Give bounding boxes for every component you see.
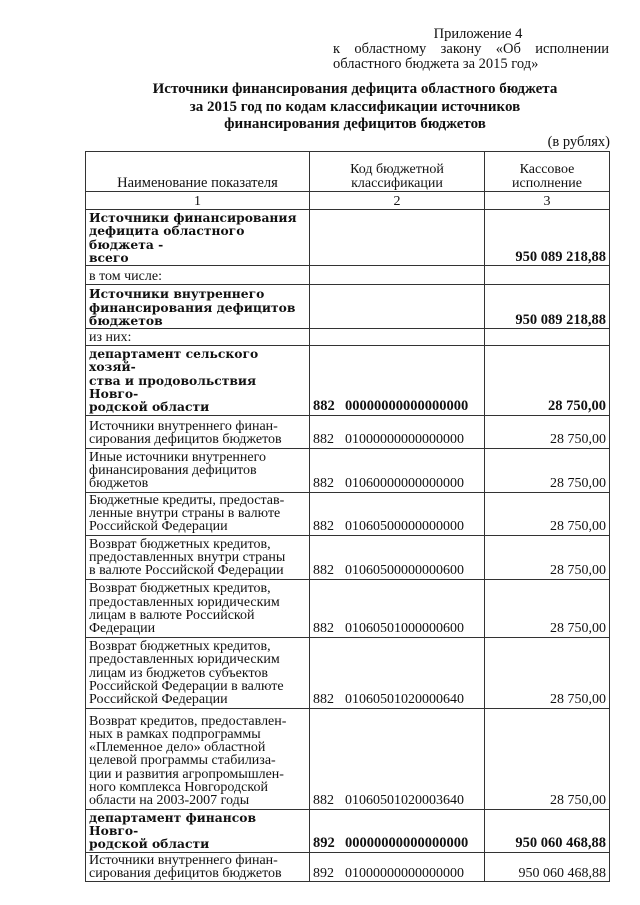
row-amount: 28 750,00 <box>485 579 610 637</box>
row-name <box>86 492 310 535</box>
row-name-line: предоставленных юридическим <box>89 594 280 610</box>
table-header-row <box>86 152 610 192</box>
row-name <box>86 852 310 882</box>
classification-code: 00000000000000000 <box>345 398 469 415</box>
row-code <box>310 852 485 882</box>
row-name-line: Возврат бюджетных кредитов, <box>89 581 271 597</box>
row-name <box>86 708 310 809</box>
row-amount: 28 750,00 <box>485 492 610 535</box>
appendix-law-reference-cont: областного бюджета за 2015 год» <box>333 56 539 72</box>
row-code <box>310 329 485 346</box>
classification-code: 01000000000000000 <box>345 865 464 881</box>
row-name-line: в том числе: <box>89 268 162 284</box>
row-code <box>310 415 485 448</box>
admin-code: 882 <box>313 563 334 579</box>
row-name-line: Источники внутреннего финан- <box>89 419 278 435</box>
table-row <box>86 210 610 266</box>
classification-code: 01060501000000600 <box>345 621 464 637</box>
column-header-amount: Кассовое исполнение <box>485 152 610 192</box>
row-name-line: Возврат кредитов, предоставлен- <box>89 713 287 729</box>
table-row <box>86 852 610 882</box>
admin-code: 882 <box>313 476 334 492</box>
row-code <box>310 346 485 415</box>
row-name-line: Российской Федерации <box>89 692 228 708</box>
table-body <box>86 210 610 882</box>
row-name-line: лицам из бюджетов субъектов <box>89 665 269 681</box>
classification-code: 01060500000000600 <box>345 563 464 579</box>
admin-code: 882 <box>313 692 334 708</box>
row-name-line: предоставленных юридическим <box>89 652 280 668</box>
row-amount: 950 089 218,88 <box>485 285 610 329</box>
table-row <box>86 637 610 708</box>
row-name-line: сирования дефицитов бюджетов <box>89 865 282 881</box>
row-name-line: ства и продовольствия Новго- <box>89 372 257 402</box>
row-amount <box>485 266 610 285</box>
row-name-line: области на 2003-2007 годы <box>89 793 250 809</box>
row-name-line: целевой программы стабилиза- <box>89 753 276 769</box>
row-name-line: финансирования дефицитов <box>89 299 296 315</box>
admin-code: 882 <box>313 519 334 535</box>
row-amount: 28 750,00 <box>485 415 610 448</box>
row-name-line: в валюте Российской Федерации <box>89 563 284 579</box>
row-code <box>310 285 485 329</box>
row-name-line: Иные источники внутреннего <box>89 449 267 465</box>
table-row <box>86 492 610 535</box>
row-amount: 950 060 468,88 <box>485 809 610 852</box>
row-name <box>86 535 310 579</box>
row-name <box>86 809 310 852</box>
classification-code: 01060500000000000 <box>345 519 464 535</box>
row-amount: 950 060 468,88 <box>485 852 610 882</box>
title-line-2: за 2015 год по кодам классификации источников <box>189 98 521 115</box>
row-name-line: ного комплекса Новгородской <box>89 780 268 796</box>
row-name-line: Возврат бюджетных кредитов, <box>89 639 271 655</box>
row-name <box>86 266 310 285</box>
table-row <box>86 535 610 579</box>
table-row <box>86 448 610 492</box>
column-number-3: 3 <box>485 192 610 210</box>
row-name-line: Источники финансирования <box>89 210 297 225</box>
row-name-line: ции и развития агропромышлен- <box>89 766 284 782</box>
row-name <box>86 346 310 415</box>
row-name <box>86 448 310 492</box>
financing-sources-table <box>85 151 610 882</box>
row-name-line: департамент сельского хозяй- <box>89 346 259 375</box>
row-name-line: из них: <box>89 329 132 345</box>
appendix-number: Приложение 4 <box>433 26 523 42</box>
row-code <box>310 637 485 708</box>
row-name <box>86 579 310 637</box>
row-name <box>86 285 310 329</box>
table-row <box>86 346 610 415</box>
column-header-code: Код бюджетной классификации <box>310 152 485 192</box>
row-code <box>310 492 485 535</box>
table-row <box>86 329 610 346</box>
row-name-line: бюджетов <box>89 312 163 328</box>
appendix-header <box>333 27 609 72</box>
row-amount: 28 750,00 <box>485 708 610 809</box>
document-title <box>110 81 600 134</box>
appendix-law-reference: к областному закону «Об исполнении <box>333 41 609 57</box>
units-label: (в рублях) <box>547 134 610 150</box>
row-name-line: сирования дефицитов бюджетов <box>89 432 282 448</box>
row-name <box>86 415 310 448</box>
row-code <box>310 448 485 492</box>
title-line-3: финансирования дефицитов бюджетов <box>224 116 486 132</box>
admin-code: 892 <box>313 835 335 852</box>
admin-code: 882 <box>313 398 335 415</box>
row-amount: 28 750,00 <box>485 346 610 415</box>
row-name-line: родской области <box>89 836 210 852</box>
column-number-row <box>86 192 610 210</box>
row-name-line: «Племенное дело» областной <box>89 740 266 756</box>
row-name-line: финансирования дефицитов <box>89 463 257 479</box>
row-amount: 950 089 218,88 <box>485 210 610 266</box>
row-name <box>86 210 310 266</box>
column-number-2: 2 <box>310 192 485 210</box>
admin-code: 882 <box>313 432 334 448</box>
row-name-line: ных в рамках подпрограммы <box>89 726 261 742</box>
classification-code: 01000000000000000 <box>345 432 464 448</box>
table-row <box>86 266 610 285</box>
column-header-name: Наименование показателя <box>86 152 310 192</box>
row-name-line: родской области <box>89 399 210 415</box>
row-name-line: предоставленных внутри страны <box>89 550 286 566</box>
table-row <box>86 708 610 809</box>
row-name-line: Бюджетные кредиты, предостав- <box>89 492 285 508</box>
row-name-line: Источники внутреннего финан- <box>89 852 278 868</box>
row-code <box>310 809 485 852</box>
row-name-line: всего <box>89 249 129 265</box>
classification-code: 01060501020000640 <box>345 692 464 708</box>
row-amount: 28 750,00 <box>485 637 610 708</box>
table-row <box>86 579 610 637</box>
row-name-line: дефицита областного бюджета - <box>89 223 245 252</box>
row-amount: 28 750,00 <box>485 535 610 579</box>
title-line-1: Источники финансирования дефицита областного бюджета <box>152 81 558 97</box>
row-code <box>310 266 485 285</box>
table-row <box>86 285 610 329</box>
row-code <box>310 579 485 637</box>
row-name-line: Федерации <box>89 621 156 637</box>
row-name-line: Возврат бюджетных кредитов, <box>89 536 271 552</box>
row-name-line: ленные внутри страны в валюте <box>89 506 281 522</box>
row-amount: 28 750,00 <box>485 448 610 492</box>
admin-code: 882 <box>313 793 334 809</box>
column-number-1: 1 <box>86 192 310 210</box>
row-name-line: Российской Федерации <box>89 519 228 535</box>
row-name-line: лицам в валюте Российской <box>89 608 255 624</box>
row-name-line: департамент финансов Новго- <box>89 809 256 838</box>
row-code <box>310 708 485 809</box>
row-code <box>310 210 485 266</box>
row-name-line: бюджетов <box>89 476 149 492</box>
classification-code: 01060000000000000 <box>345 476 464 492</box>
admin-code: 882 <box>313 621 334 637</box>
table-row <box>86 415 610 448</box>
row-code <box>310 535 485 579</box>
row-amount <box>485 329 610 346</box>
admin-code: 892 <box>313 865 334 881</box>
classification-code: 00000000000000000 <box>345 835 469 852</box>
row-name-line: Российской Федерации в валюте <box>89 679 284 695</box>
row-name <box>86 329 310 346</box>
classification-code: 01060501020003640 <box>345 793 464 809</box>
table-row <box>86 809 610 852</box>
row-name <box>86 637 310 708</box>
row-name-line: Источники внутреннего <box>89 286 265 302</box>
